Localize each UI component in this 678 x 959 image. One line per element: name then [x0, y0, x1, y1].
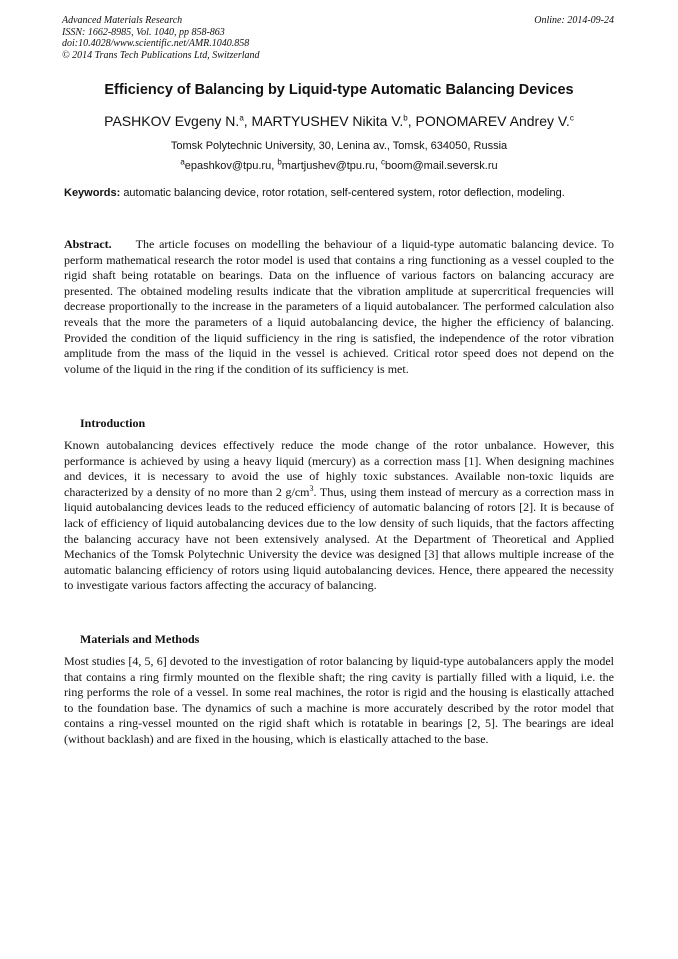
author-separator: , [407, 113, 416, 129]
email-address: epashkov@tpu.ru [184, 160, 272, 172]
email-address: boom@mail.seversk.ru [384, 160, 498, 172]
journal-name: Advanced Materials Research [62, 15, 183, 26]
keywords [64, 186, 614, 201]
online-date: Online: 2014-09-24 [534, 15, 614, 26]
affiliation: Tomsk Polytechnic University, 30, Lenina av., Tomsk, 634050, Russia [170, 140, 508, 152]
email-mark: a [180, 157, 185, 167]
introduction-heading: Introduction [80, 416, 146, 430]
abstract-text: The article focuses on modelling the behaviour of a liquid-type automatic balancing device. To perform mathematical research the rotor model is used that contains a ring functioning as a vessel coupled to the rigid shaft being rotatable on bearings. Data on the influence of various factors on balancing accuracy are presented. The obtained modeling results indicate that the vibration amplitude at supercritical frequencies will decrease proportionally to the increase in the parameters of a liquid autobalancer. The performed calculation also reveals that the more the parameters of a liquid autobalancing device, the higher the efficiency of balancing. Provided the condition of the liquid sufficiency in the ring is satisfied, the independence of the rotor vibration amplitude from the mass of the liquid in the vessel is achieved. Critical rotor speed does not depend on the volume of the liquid in the ring if the condition of its sufficiency is met. [64, 237, 614, 376]
paper-title: Efficiency of Balancing by Liquid-type Automatic Balancing Devices [104, 82, 574, 98]
introduction-text-part2: . Thus, using them instead of mercury as a correction mass in liquid autobalancing devices leads to the reduced efficiency of automatic balancing of rotors [2]. It is because of lack of efficiency of liquid autobalancing devices due to the low density of such liquids, that the factors affecting the balancing accuracy have not been extensively analysed. At the Department of Theoretical and Applied Mechanics of the Tomsk Polytechnic University the device was designed [3] that allows multiple increase of the automatic balancing efficiency of rotors using liquid autobalancing devices. Hence, there appeared the necessity to investigate various factors affecting the accuracy of balancing. [64, 484, 614, 593]
author-list [30, 113, 648, 129]
introduction-text-part1: Known autobalancing devices effectively reduce the mode change of the rotor unbalance. However, this performance is achieved by using a heavy liquid (mercury) as a correction mass [1]. When designing machines and devices, it is necessary to avoid the use of highly toxic substances. Available non-toxic liquids are characterized by a density of no more than 2 g/cm [64, 438, 614, 499]
density-unit-exponent: 3 [309, 483, 314, 493]
materials-methods-heading: Materials and Methods [80, 632, 200, 646]
author-mark: a [239, 113, 244, 123]
email-separator: , [271, 160, 278, 172]
email-list [40, 157, 638, 172]
materials-methods-text: Most studies [4, 5, 6] devoted to the investigation of rotor balancing by liquid-type autobalancers apply the model that contains a ring firmly mounted on the flexible shaft; the ring cavity is partially filled with a liquid, i.e. the ring performs the role of a vessel. In some real machines, the rotor is rigid and the housing is elastically attached to the foundation base. The dynamics of such a machine is more accurately described by the rotor model that contains a ring-vessel mounted on the rigid shaft which is rotatable in bearings [2, 5]. The bearings are ideal (without backlash) and are fixed in the housing, which is elastically attached to the base. [64, 654, 614, 746]
author-name: MARTYUSHEV Nikita V. [251, 113, 404, 129]
author-name: PONOMAREV Andrey V. [415, 113, 570, 129]
author-mark: b [403, 113, 408, 123]
journal-doi: doi:10.4028/www.scientific.net/AMR.1040.858 [62, 38, 250, 49]
materials-methods-body [64, 654, 614, 748]
email-address: martjushev@tpu.ru [281, 160, 375, 172]
journal-issn: ISSN: 1662-8985, Vol. 1040, pp 858-863 [62, 26, 225, 38]
journal-copyright: © 2014 Trans Tech Publications Ltd, Switzerland [62, 49, 260, 61]
email-separator: , [374, 160, 381, 172]
email-mark: b [277, 157, 282, 167]
abstract-label: Abstract. [64, 237, 112, 251]
introduction-body [64, 438, 614, 594]
abstract [64, 237, 614, 377]
author-name: PASHKOV Evgeny N. [104, 113, 240, 129]
author-mark: c [569, 113, 574, 123]
author-separator: , [243, 113, 252, 129]
email-mark: c [380, 157, 385, 167]
keywords-label: Keywords: [64, 187, 121, 199]
keywords-text: automatic balancing device, rotor rotation, self-centered system, rotor deflection, modeling. [123, 187, 565, 199]
journal-header [62, 15, 614, 61]
